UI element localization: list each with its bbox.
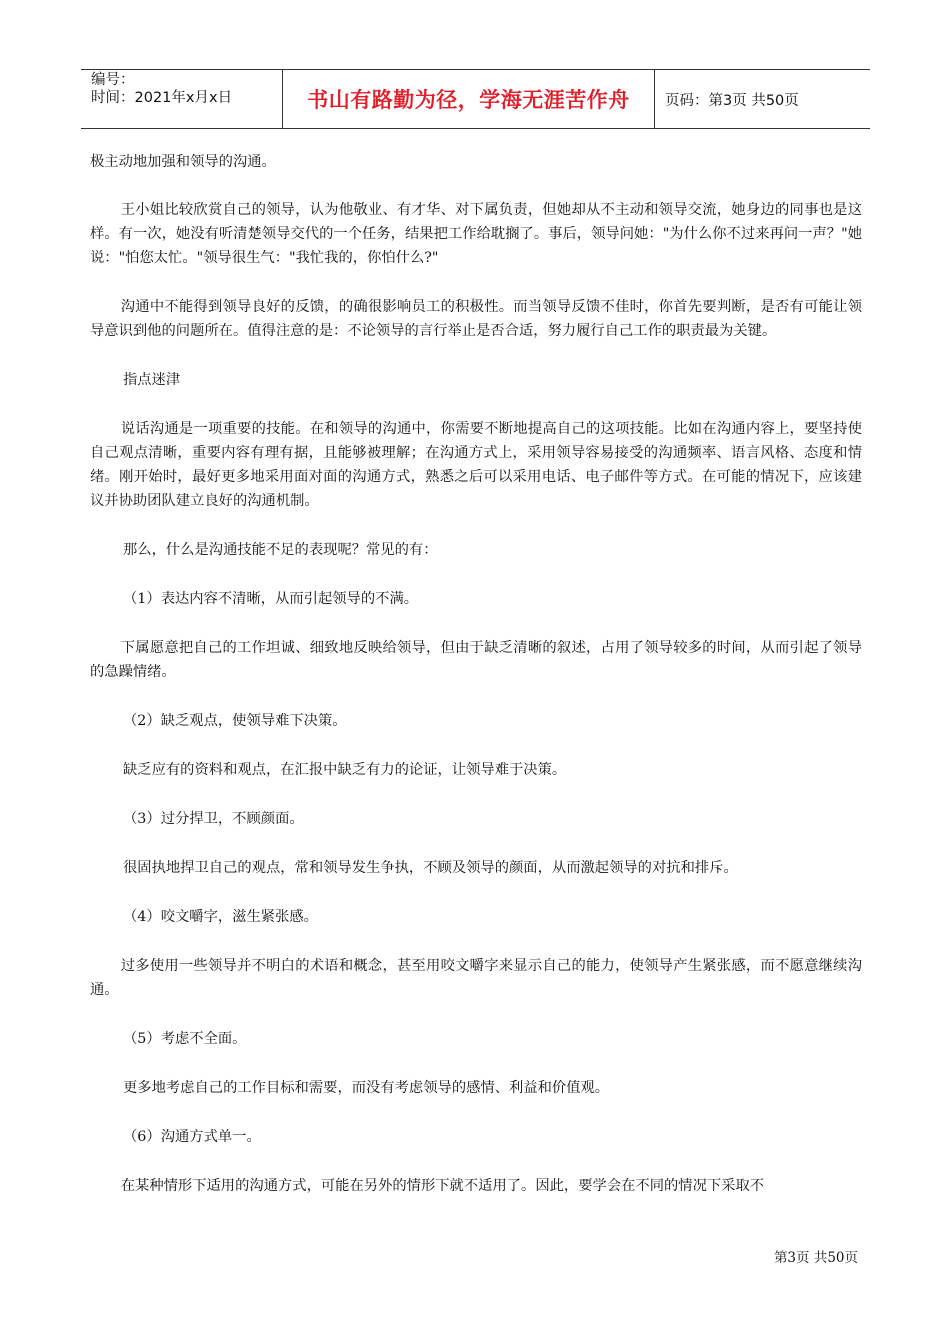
paragraph: 过多使用一些领导并不明白的术语和概念，甚至用咬文嚼字来显示自己的能力，使领导产生紧张感，而不愿意继续沟通。 [90,958,862,998]
list-heading: （6）沟通方式单一。 [123,1129,261,1145]
paragraph: 下属愿意把自己的工作坦诚、细致地反映给领导，但由于缺乏清晰的叙述，占用了领导较多的时间，从而引起了领导的急躁情绪。 [90,640,862,680]
number-label: 编号： [91,72,135,88]
paragraph: 王小姐比较欣赏自己的领导，认为他敬业、有才华、对下属负责，但她却从不主动和领导交流，她身边的同事也是这样。有一次，她没有听清楚领导交代的一个任务，结果把工作给耽搁了。事后，领导问她："为什么你不过来再问一声？"她说："怕您太忙。"领导很生气："我忙我的，你怕什么?" [90,202,862,266]
header-page-cell [655,70,870,128]
list-heading: （5）考虑不全面。 [123,1031,247,1047]
section-heading: 指点迷津 [123,372,181,388]
paragraph: 极主动地加强和领导的沟通。 [90,154,276,170]
page-header [81,69,870,129]
paragraph: 那么，什么是沟通技能不足的表现呢？常见的有： [123,542,438,558]
page-footer [774,1246,858,1266]
paragraph: 更多地考虑自己的工作目标和需要，而没有考虑领导的感情、利益和价值观。 [123,1080,610,1096]
paragraph: 在某种情形下适用的沟通方式，可能在另外的情形下就不适用了。因此，要学会在不同的情况下采取不 [120,1178,765,1194]
list-heading: （1）表达内容不清晰，从而引起领导的不满。 [123,591,419,607]
footer-page-number: 第3页 共50页 [773,1250,858,1266]
paragraph: 沟通中不能得到领导良好的反馈，的确很影响员工的积极性。而当领导反馈不佳时，你首先要判断，是否有可能让领导意识到他的问题所在。值得注意的是：不论领导的言行举止是否合适，努力履行自己工作的职责最为关键。 [90,299,862,339]
document-body [90,150,862,1198]
list-heading: （4）咬文嚼字，滋生紧张感。 [123,909,318,925]
paragraph: 缺乏应有的资料和观点，在汇报中缺乏有力的论证，让领导难于决策。 [123,762,567,778]
paragraph: 说话沟通是一项重要的技能。在和领导的沟通中，你需要不断地提高自己的这项技能。比如在沟通内容上，要坚持使自己观点清晰，重要内容有理有据，且能够被理解；在沟通方式上，采用领导容易接受的沟通频率、语言风格、态度和情绪。刚开始时，最好更多地采用面对面的沟通方式，熟悉之后可以采用电话、电子邮件等方式。在可能的情况下，应该建议并协助团队建立良好的沟通机制。 [90,421,862,509]
date-label: 时间：2021年x月x日 [91,90,233,106]
page-label: 页码：第3页 共50页 [665,92,799,109]
list-heading: （2）缺乏观点，使领导难下决策。 [123,713,347,729]
list-heading: （3）过分捍卫，不顾颜面。 [123,811,304,827]
header-motto-cell [282,70,655,128]
header-meta [81,70,282,128]
paragraph: 很固执地捍卫自己的观点，常和领导发生争执，不顾及领导的颜面，从而激起领导的对抗和排斥。 [123,860,738,876]
motto-text: 书山有路勤为径，学海无涯苦作舟 [307,88,630,112]
